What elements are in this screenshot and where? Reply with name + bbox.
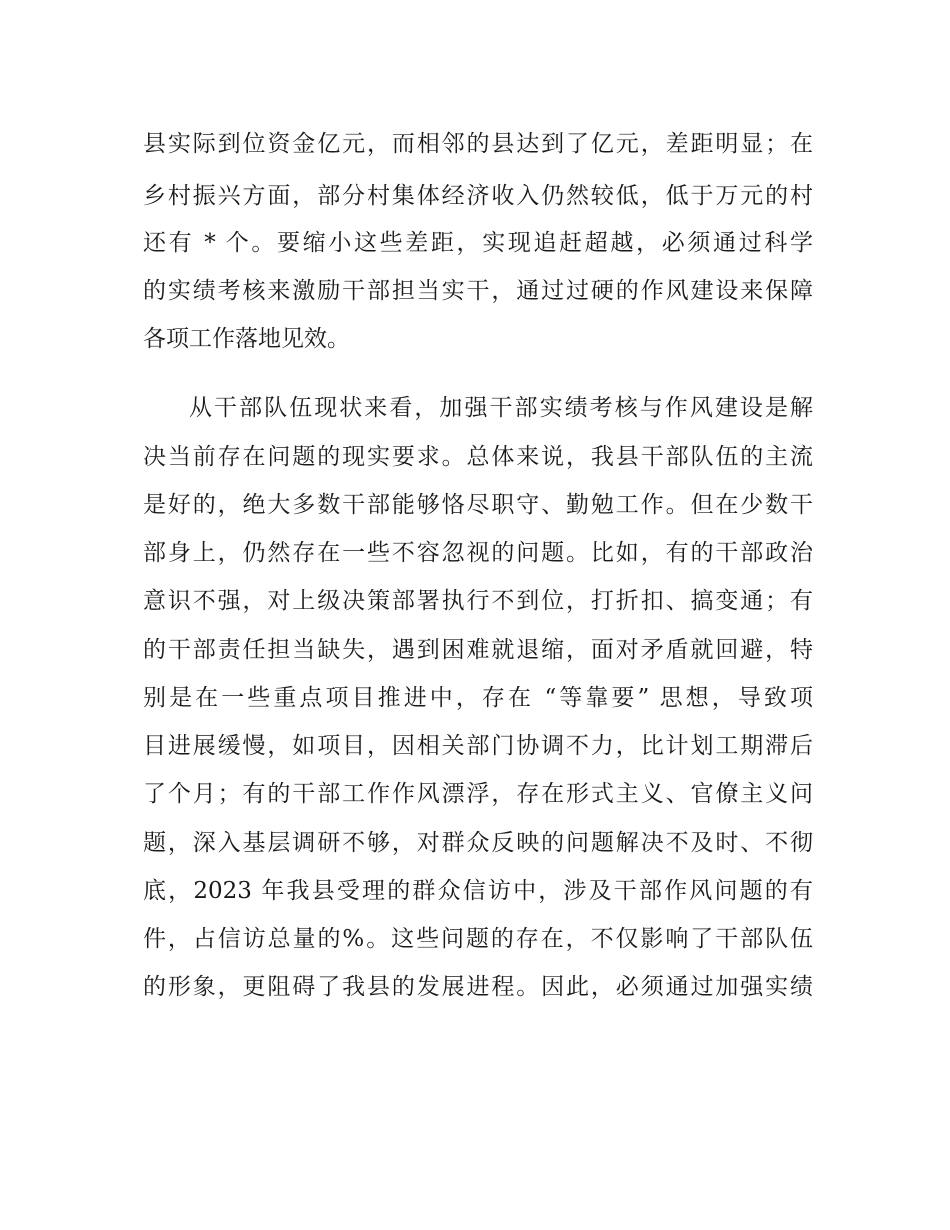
paragraph-2-line-3: 是好的，绝大多数干部能够恪尽职守、勤勉工作。但在少数干 bbox=[143, 492, 813, 518]
paragraph-1-line-5: 各项工作落地见效。 bbox=[143, 326, 350, 352]
paragraph-2-line-4: 部身上，仍然存在一些不容忽视的问题。比如，有的干部政治 bbox=[143, 540, 813, 566]
paragraph-2-line-2: 决当前存在问题的现实要求。总体来说，我县干部队伍的主流 bbox=[143, 444, 813, 470]
paragraph-1-line-3: 还有 * 个。要缩小这些差距，实现追赶超越，必须通过科学 bbox=[143, 230, 813, 256]
paragraph-2-line-6: 的干部责任担当缺失，遇到困难就退缩，面对矛盾就回避，特 bbox=[143, 637, 813, 663]
paragraph-1-line-2: 乡村振兴方面，部分村集体经济收入仍然较低，低于万元的村 bbox=[143, 183, 813, 209]
paragraph-2-line-11: 底，2023 年我县受理的群众信访中，涉及干部作风问题的有 bbox=[143, 878, 813, 904]
paragraph-2-line-10: 题，深入基层调研不够，对群众反映的问题解决不及时、不彻 bbox=[143, 830, 813, 856]
paragraph-2-line-1: 从干部队伍现状来看，加强干部实绩考核与作风建设是解 bbox=[189, 395, 813, 421]
paragraph-2-line-8: 目进展缓慢，如项目，因相关部门协调不力，比计划工期滞后 bbox=[143, 733, 813, 759]
paragraph-1-line-1: 县实际到位资金亿元，而相邻的县达到了亿元，差距明显；在 bbox=[143, 131, 813, 157]
paragraph-2-line-12: 件，占信访总量的%。这些问题的存在，不仅影响了干部队伍 bbox=[143, 926, 813, 952]
paragraph-1-line-4: 的实绩考核来激励干部担当实干，通过过硬的作风建设来保障 bbox=[143, 278, 813, 304]
paragraph-2-line-5: 意识不强，对上级决策部署执行不到位，打折扣、搞变通；有 bbox=[143, 588, 813, 614]
paragraph-2-line-13: 的形象，更阻碍了我县的发展进程。因此，必须通过加强实绩 bbox=[143, 974, 813, 1000]
paragraph-2-line-7: 别是在一些重点项目推进中，存在 “等靠要” 思想，导致项 bbox=[143, 685, 813, 711]
paragraph-2-line-9: 了个月；有的干部工作作风漂浮，存在形式主义、官僚主义问 bbox=[143, 781, 813, 807]
